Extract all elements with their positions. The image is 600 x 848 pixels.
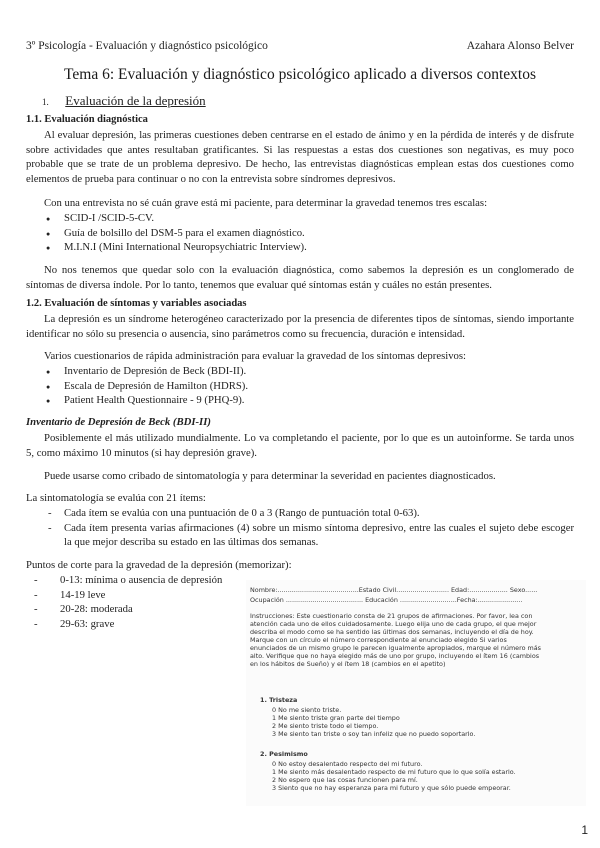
item-title: 1. Tristeza (260, 696, 298, 704)
s12-paragraph-1: La depresión es un síndrome heterogéneo caracterizado por la presencia de diferentes tipos de síntomas, siendo importante identificar no sólo su presencia o ausencia, sino parámetros como su frecuencia, duración e intensidad. (26, 313, 574, 340)
subsection-1-1-heading: 1.1. Evaluación diagnóstica (26, 114, 148, 125)
cutoff-title: Puntos de corte para la gravedad de la depresión (memorizar): (26, 559, 292, 571)
list-item: ● Patient Health Questionnaire - 9 (PHQ-9). (64, 393, 248, 408)
list-item: - Cada ítem presenta varias afirmaciones (4) sobre un mismo síntoma depresivo, entre las cuales el sujeto debe escoger la que mejor describa su estado en las últimas dos semanas. (48, 521, 574, 549)
instructions-line: alto. Verifique que no haya elegido más de uno por grupo, incluyendo el ítem 16 (cambios (250, 652, 540, 660)
section-title: Evaluación de la depresión (65, 93, 206, 108)
list-item: - 29-63: grave (34, 617, 115, 630)
list-item: - 20-28: moderada (34, 603, 133, 616)
item-option: 0 No me siento triste. (272, 706, 342, 714)
s11-paragraph-3: No nos tenemos que quedar solo con la evaluación diagnóstica, como sabemos la depresión es un conglomerado de síntomas de diversa índole. Por lo tanto, tenemos que evaluar qué síntomas están y cuáles no están presentes. (26, 264, 574, 291)
s12-paragraph-2: Varios cuestionarios de rápida administración para evaluar la gravedad de los síntomas depresivos: (44, 350, 467, 362)
instructions-line: describa el modo como se ha sentido las últimas dos semanas, incluyendo el día de hoy. (250, 628, 534, 636)
form-field-line: Ocupación ...................................... Educación ............................Fecha:...................... (250, 596, 523, 604)
item-option: 2 No espero que las cosas funcionen para mí. (272, 776, 418, 784)
item-option: 1 Me siento triste gran parte del tiempo (272, 714, 400, 722)
bdi-scanned-form (246, 580, 586, 806)
subsection-1-2-heading: 1.2. Evaluación de síntomas y variables asociadas (26, 298, 247, 309)
list-item: ● Guía de bolsillo del DSM-5 para el examen diagnóstico. (64, 226, 307, 241)
bdi-paragraph-2: Puede usarse como cribado de sintomatología y para determinar la severidad en pacientes diagnosticados. (44, 470, 496, 482)
cutoff-list (34, 573, 222, 631)
bdi-dash-list (48, 506, 574, 550)
s11-paragraph-2: Con una entrevista no sé cuán grave está mi paciente, para determinar la gravedad tenemos tres escalas: (44, 197, 488, 209)
instructions-line: Instrucciones: Este cuestionario consta de 21 grupos de afirmaciones. Por favor, lea con (250, 612, 533, 620)
section-number: 1. (42, 97, 49, 107)
header-right: Azahara Alonso Belver (466, 40, 574, 52)
item-option: 3 Me siento tan triste o soy tan infeliz que no puedo soportarlo. (272, 730, 476, 738)
s11-paragraph-1: Al evaluar depresión, las primeras cuestiones deben centrarse en el estado de ánimo y en la pérdida de interés y de disfrute sobre actividades que antes resultaban gratificantes. Si las respuestas a estas dos cuestiones son negativas, es muy poco probable que se trate de un problema depresivo. De hecho, las entrevistas diagnósticas emplean estas dos cuestiones como elementos de prueba para continuar o no con la entrevista sobre síndromes depresivos. (26, 129, 574, 185)
item-option: 1 Me siento más desalentado respecto de mi futuro que lo que solía estarlo. (272, 768, 516, 776)
list-item: - Cada ítem se evalúa con una puntuación de 0 a 3 (Rango de puntuación total 0-63). (48, 507, 420, 519)
bdi-heading: Inventario de Depresión de Beck (BDI-II) (26, 416, 211, 428)
list-item: ● M.I.N.I (Mini International Neuropsychiatric Interview). (64, 240, 307, 255)
item-title: 2. Pesimismo (260, 750, 308, 758)
page-title: Tema 6: Evaluación y diagnóstico psicológico aplicado a diversos contextos (64, 66, 536, 83)
bdi-paragraph-3: La sintomatología se evalúa con 21 ítems: (26, 492, 206, 504)
item-option: 0 No estoy desalentado respecto del mi futuro. (272, 760, 423, 768)
list-item: - 0-13: mínima o ausencia de depresión (34, 574, 223, 586)
bdi-paragraph-1: Posiblemente el más utilizado mundialmente. Lo va completando el paciente, por lo que es un autoinforme. Se tarda unos 5, como máximo 10 minutos (si hay depresión grave). (26, 432, 574, 459)
list-item: ● SCID-I /SCID-5-CV. (64, 211, 307, 226)
instructions-line: enunciados de un mismo grupo le parecen igualmente apropiados, marque el número más (250, 644, 542, 652)
page-number: 1 (581, 823, 588, 837)
s11-bullet-list (64, 211, 307, 255)
list-item: - 14-19 leve (34, 588, 106, 601)
s12-bullet-list (64, 364, 248, 408)
item-option: 3 Siento que no hay esperanza para mi futuro y que sólo puede empeorar. (272, 784, 511, 792)
header-left: 3º Psicología - Evaluación y diagnóstico psicológico (26, 40, 268, 52)
list-item: ● Inventario de Depresión de Beck (BDI-II). (64, 364, 248, 379)
instructions-line: Marque con un círculo el número correspondiente al enunciado elegido Si varios (250, 636, 507, 644)
list-item: ● Escala de Depresión de Hamilton (HDRS). (64, 379, 248, 394)
section-heading (42, 93, 206, 109)
form-field-line: Nombre:........................................Estado Civil.......................... Edad:................... Sexo...... (250, 586, 538, 594)
item-option: 2 Me siento triste todo el tiempo. (272, 722, 379, 730)
instructions-line: atención cada uno de ellos cuidadosamente. Luego elija uno de cada grupo, el que mejor (250, 620, 537, 628)
instructions-line: en los hábitos de Sueño) y el ítem 18 (cambios en el apetito) (250, 660, 446, 668)
